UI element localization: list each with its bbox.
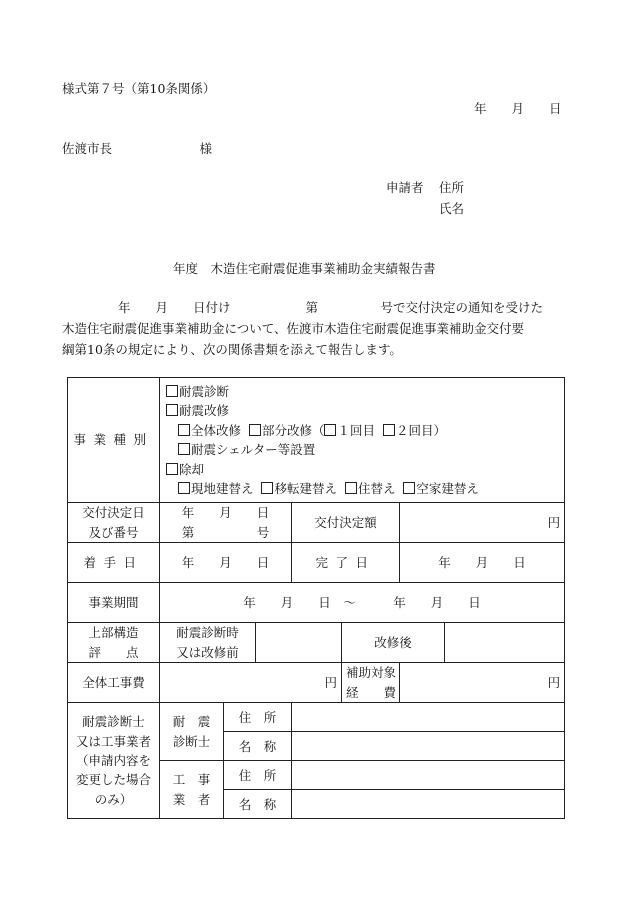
first-time-checkbox[interactable] xyxy=(324,424,336,436)
first-time-label: １回目 xyxy=(337,422,375,438)
score-after-field[interactable] xyxy=(445,623,565,663)
business-type-label: 事業種別 xyxy=(68,378,160,503)
builder-name-label: 名 称 xyxy=(224,790,292,819)
applicant-label: 申請者 xyxy=(386,180,424,195)
decision-label: 交付決定日 及び番号 xyxy=(68,503,160,543)
decision-amount-label: 交付決定額 xyxy=(292,503,400,543)
body-line-1: 年 月 日付け 第 号で交付決定の通知を受けた xyxy=(118,300,544,315)
row-cost xyxy=(68,663,565,703)
body-line-2: 木造住宅耐震促進事業補助金について、佐渡市木造住宅耐震促進事業補助金交付要 xyxy=(62,321,525,336)
diagnosis-label: 耐震診断 xyxy=(179,384,230,399)
contractor-label: 耐震診断士 又は工事業者 （申請内容を 変更した場合 のみ） xyxy=(68,703,160,819)
report-date: 年 月 日 xyxy=(474,101,562,116)
form-number: 様式第７号（第10条関係） xyxy=(62,81,216,96)
address-label: 住所 xyxy=(439,180,465,195)
demolition-label: 除却 xyxy=(179,461,205,477)
total-cost-field[interactable]: 円 xyxy=(160,663,342,703)
score-after-label: 改修後 xyxy=(342,623,445,663)
row-diag-address xyxy=(68,703,565,732)
shelter-checkbox[interactable] xyxy=(178,443,190,455)
vacant-rebuild-label: 空家建替え xyxy=(416,480,479,496)
diag-name-label: 名 称 xyxy=(224,732,292,761)
full-renovation-checkbox[interactable] xyxy=(178,424,190,436)
row-period xyxy=(68,583,565,623)
diag-name-field[interactable] xyxy=(292,732,565,761)
builder-name-field[interactable] xyxy=(292,790,565,819)
renovation-label: 耐震改修 xyxy=(179,403,230,419)
vacant-rebuild-checkbox[interactable] xyxy=(403,482,415,494)
second-time-label: ２回目） xyxy=(395,422,446,438)
builder-address-field[interactable] xyxy=(292,761,565,790)
name-label: 氏名 xyxy=(439,201,465,216)
demolition-checkbox[interactable] xyxy=(166,463,178,475)
relocate-checkbox[interactable] xyxy=(345,482,357,494)
shelter-label: 耐震シェルター等設置 xyxy=(191,442,316,458)
row-decision xyxy=(68,503,565,543)
rebuild-site-label: 現地建替え xyxy=(191,480,254,496)
diagnostician-label: 耐 震 診断士 xyxy=(160,703,224,761)
rebuild-move-checkbox[interactable] xyxy=(261,482,273,494)
start-label: 着手日 xyxy=(68,543,160,583)
report-table xyxy=(67,377,565,819)
decision-date-number[interactable]: 年 月 日 第 号 xyxy=(160,503,292,543)
partial-renovation-checkbox[interactable] xyxy=(249,424,261,436)
partial-renovation-label: 部分改修（ xyxy=(261,422,325,438)
diag-address-field[interactable] xyxy=(292,703,565,732)
row-business-type xyxy=(68,378,565,503)
rebuild-site-checkbox[interactable] xyxy=(178,482,190,494)
second-time-checkbox[interactable] xyxy=(383,424,395,436)
diagnosis-checkbox[interactable] xyxy=(166,385,178,397)
relocate-label: 住替え xyxy=(357,480,396,496)
score-label: 上部構造 評 点 xyxy=(68,623,160,663)
renovation-checkbox[interactable] xyxy=(166,404,178,416)
period-label: 事業期間 xyxy=(68,583,160,623)
subsidy-target-field[interactable]: 円 xyxy=(400,663,565,703)
complete-label: 完了日 xyxy=(292,543,400,583)
total-cost-label: 全体工事費 xyxy=(68,663,160,703)
period-field[interactable]: 年 月 日 ～ 年 月 日 xyxy=(160,583,565,623)
body-line-3: 綱第10条の規定により、次の関係書類を添えて報告します。 xyxy=(62,342,402,357)
complete-date-field[interactable]: 年 月 日 xyxy=(400,543,565,583)
document-title: 年度 木造住宅耐震促進事業補助金実績報告書 xyxy=(173,261,436,276)
full-renovation-label: 全体改修 xyxy=(191,422,242,438)
score-before-field[interactable] xyxy=(256,623,342,663)
diag-address-label: 住 所 xyxy=(224,703,292,732)
addressee: 佐渡市長 様 xyxy=(62,141,213,156)
rebuild-move-label: 移転建替え xyxy=(274,480,337,496)
score-before-label: 耐震診断時 又は改修前 xyxy=(160,623,256,663)
start-date-field[interactable]: 年 月 日 xyxy=(160,543,292,583)
builder-label: 工 事 業 者 xyxy=(160,761,224,819)
decision-amount-field[interactable]: 円 xyxy=(400,503,565,543)
row-start-complete xyxy=(68,543,565,583)
row-score xyxy=(68,623,565,663)
business-type-options xyxy=(160,378,565,503)
builder-address-label: 住 所 xyxy=(224,761,292,790)
subsidy-target-label: 補助対象 経 費 xyxy=(342,663,400,703)
